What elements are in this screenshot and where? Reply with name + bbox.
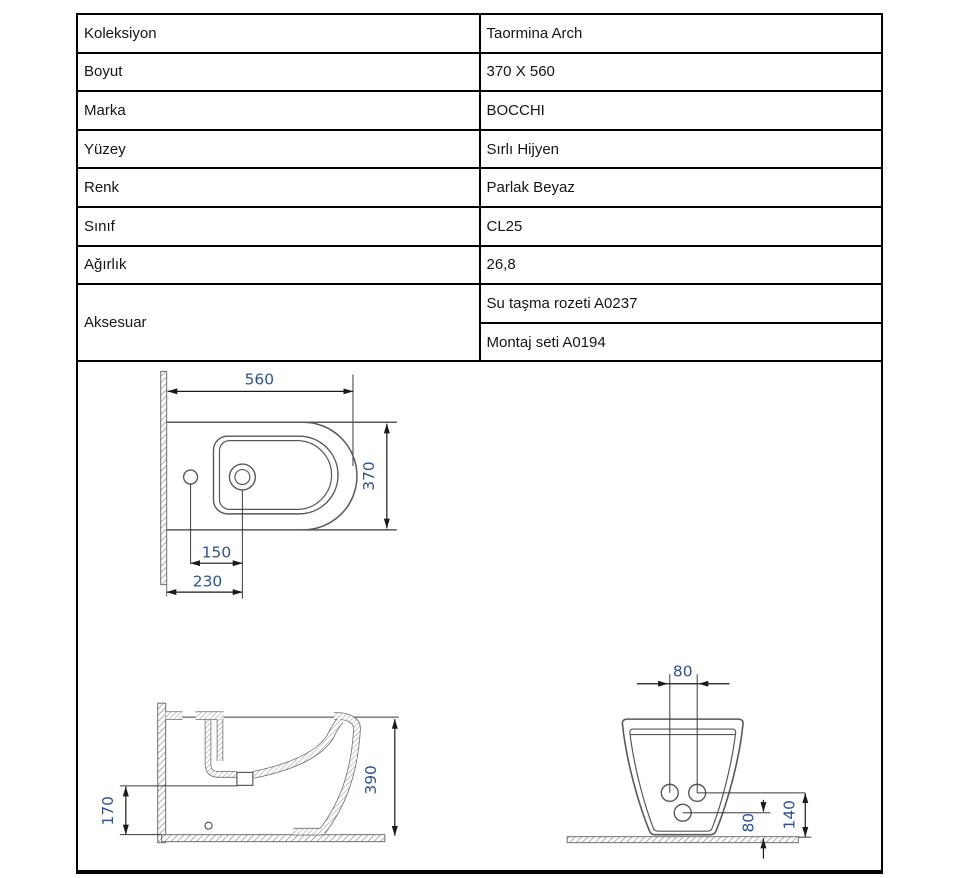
bidet-technical-drawing bbox=[78, 363, 881, 870]
dim-lower-hole-height: 80 bbox=[739, 812, 758, 833]
drain-step bbox=[237, 772, 253, 785]
wall-hatch bbox=[161, 371, 167, 584]
dim-inlet-height: 170 bbox=[98, 796, 117, 826]
dim-upper-hole-height: 140 bbox=[780, 800, 799, 830]
spec-value: CL25 bbox=[480, 207, 882, 246]
table-row bbox=[78, 15, 881, 53]
table-row bbox=[78, 284, 881, 323]
spec-label: Yüzey bbox=[78, 130, 480, 169]
dim-hole-to-faucet: 150 bbox=[201, 543, 232, 562]
spec-label: Ağırlık bbox=[78, 246, 480, 285]
drain-hole bbox=[205, 822, 212, 829]
spec-label: Marka bbox=[78, 91, 480, 130]
spec-label: Sınıf bbox=[78, 207, 480, 246]
spec-value: Taormina Arch bbox=[480, 15, 882, 53]
spec-label: Koleksiyon bbox=[78, 15, 480, 53]
top-view-drawing bbox=[161, 370, 397, 598]
spec-value: BOCCHI bbox=[480, 91, 882, 130]
table-row bbox=[78, 207, 881, 246]
dim-wall-to-faucet: 230 bbox=[192, 572, 223, 591]
spec-value: Sırlı Hijyen bbox=[480, 130, 882, 169]
side-view-drawing bbox=[99, 703, 399, 842]
spec-value: Parlak Beyaz bbox=[480, 168, 882, 207]
table-row bbox=[78, 91, 881, 130]
spec-table bbox=[78, 15, 881, 362]
spec-label: Renk bbox=[78, 168, 480, 207]
spec-label: Boyut bbox=[78, 53, 480, 92]
table-row bbox=[78, 130, 881, 169]
table-row bbox=[78, 168, 881, 207]
fixing-hole bbox=[184, 470, 198, 484]
spec-value: 26,8 bbox=[480, 246, 882, 285]
wall-hatch bbox=[158, 703, 166, 842]
technical-drawing-area bbox=[78, 363, 881, 870]
faucet-hole-outer bbox=[229, 464, 255, 490]
spec-value: 370 X 560 bbox=[480, 53, 882, 92]
table-row bbox=[78, 246, 881, 285]
dim-top-width: 560 bbox=[244, 370, 275, 389]
dim-side-height: 390 bbox=[361, 765, 380, 795]
dim-hole-spacing: 80 bbox=[672, 662, 693, 681]
dim-top-depth: 370 bbox=[359, 461, 378, 491]
front-view-drawing bbox=[567, 662, 811, 858]
spec-label: Aksesuar bbox=[78, 284, 480, 361]
table-row bbox=[78, 53, 881, 92]
ceramic-section bbox=[166, 716, 357, 832]
sheet-frame bbox=[76, 13, 883, 874]
spec-value: Su taşma rozeti A0237 bbox=[480, 284, 882, 323]
spec-value: Montaj seti A0194 bbox=[480, 323, 882, 362]
floor-hatch bbox=[162, 835, 385, 842]
